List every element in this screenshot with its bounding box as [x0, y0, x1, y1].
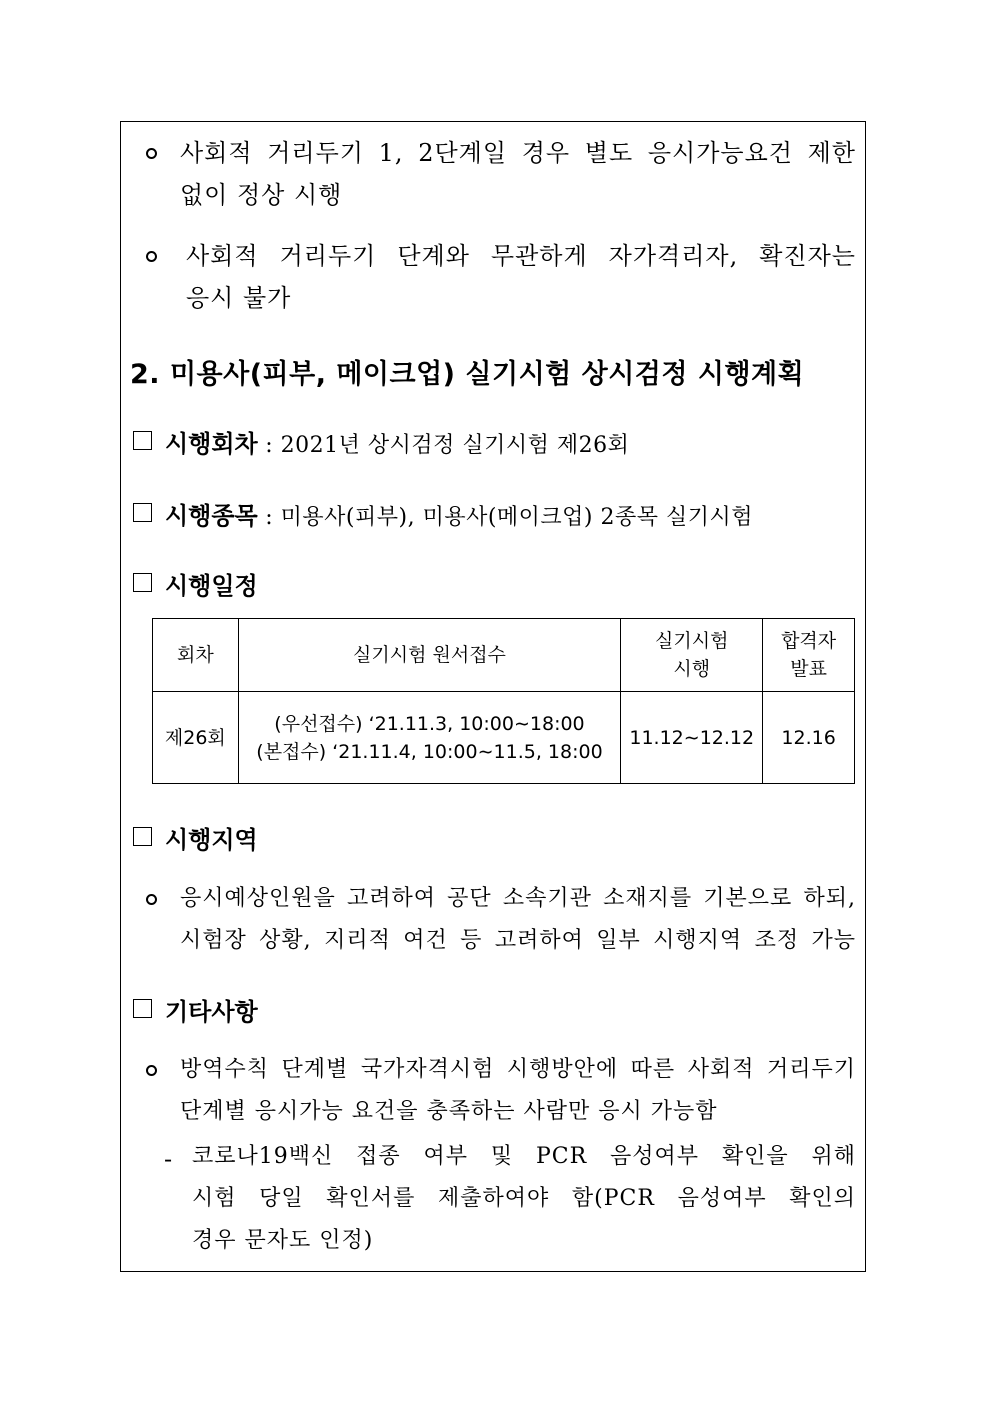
header-result-line2: 발표: [790, 658, 827, 680]
bullet-paragraph-1: [180, 132, 856, 216]
paragraph-line: 단계별 응시가능 요건을 충족하는 사람만 응시 가능함: [180, 1099, 718, 1124]
checkbox-square-icon: [133, 573, 152, 592]
bullet-circle-icon: [146, 894, 157, 905]
checkbox-square-icon: [133, 431, 152, 450]
round-row: [165, 424, 629, 459]
header-result: [763, 619, 855, 692]
paragraph-line: 없이 정상 시행: [180, 181, 343, 209]
cell-exam: 11.12∼12.12: [621, 692, 763, 784]
items-row: [165, 496, 753, 531]
header-exam-line1: 실기시험: [655, 630, 729, 652]
checkbox-square-icon: [133, 503, 152, 522]
bullet-circle-icon: [146, 1065, 157, 1076]
round-value: 2021년 상시검정 실기시험 제26회: [280, 433, 630, 458]
bullet-paragraph-2: [186, 235, 856, 319]
round-label: 시행회차: [165, 430, 258, 458]
paragraph-line: 응시예상인원을 고려하여 공단 소속기관 소재지를 기본으로 하되,: [180, 886, 856, 911]
paragraph-line: 시험 당일 확인서를 제출하여야 함(PCR 음성여부 확인의: [192, 1186, 856, 1211]
header-result-line1: 합격자: [781, 630, 837, 652]
items-label: 시행종목: [165, 502, 258, 530]
etc-sub-paragraph: [192, 1136, 856, 1262]
schedule-table: [152, 618, 855, 784]
checkbox-square-icon: [133, 999, 152, 1018]
paragraph-line: 경우 문자도 인정): [192, 1228, 374, 1253]
schedule-label: 시행일정: [165, 572, 258, 600]
cell-round: 제26회: [153, 692, 239, 784]
paragraph-line: 응시 불가: [186, 284, 292, 312]
items-value: 미용사(피부), 미용사(메이크업) 2종목 실기시험: [280, 505, 753, 530]
paragraph-line: 방역수칙 단계별 국가자격시험 시행방안에 따른 사회적 거리두기: [180, 1057, 856, 1082]
header-application: 실기시험 원서접수: [238, 619, 621, 692]
cell-application: [238, 692, 621, 784]
paragraph-line: 사회적 거리두기 1, 2단계일 경우 별도 응시가능요건 제한: [180, 139, 856, 167]
cell-application-line1: (우선접수) ‘21.11.3, 10:00∼18:00: [274, 712, 585, 735]
paragraph-line: 시험장 상황, 지리적 여건 등 고려하여 일부 시행지역 조정 가능: [180, 928, 856, 953]
paragraph-line: 사회적 거리두기 단계와 무관하게 자가격리자, 확진자는: [186, 242, 856, 270]
cell-result: 12.16: [763, 692, 855, 784]
dash-marker: -: [164, 1145, 173, 1173]
etc-label: 기타사항: [165, 998, 258, 1026]
table-header-row: [153, 619, 855, 692]
region-paragraph: [180, 878, 856, 962]
cell-application-line2: (본접수) ‘21.11.4, 10:00∼11.5, 18:00: [256, 740, 603, 763]
round-separator: :: [257, 433, 281, 458]
header-exam-line2: 시행: [673, 658, 711, 680]
bullet-circle-icon: [146, 251, 157, 262]
header-round: 회차: [153, 619, 239, 692]
region-label: 시행지역: [165, 826, 258, 854]
bullet-circle-icon: [146, 148, 157, 159]
items-separator: :: [257, 505, 281, 530]
section-title: 2. 미용사(피부, 메이크업) 실기시험 상시검정 시행계획: [130, 359, 805, 390]
table-row: [153, 692, 855, 784]
paragraph-line: 코로나19백신 접종 여부 및 PCR 음성여부 확인을 위해: [192, 1144, 856, 1169]
checkbox-square-icon: [133, 827, 152, 846]
header-exam: [621, 619, 763, 692]
etc-paragraph: [180, 1049, 856, 1133]
